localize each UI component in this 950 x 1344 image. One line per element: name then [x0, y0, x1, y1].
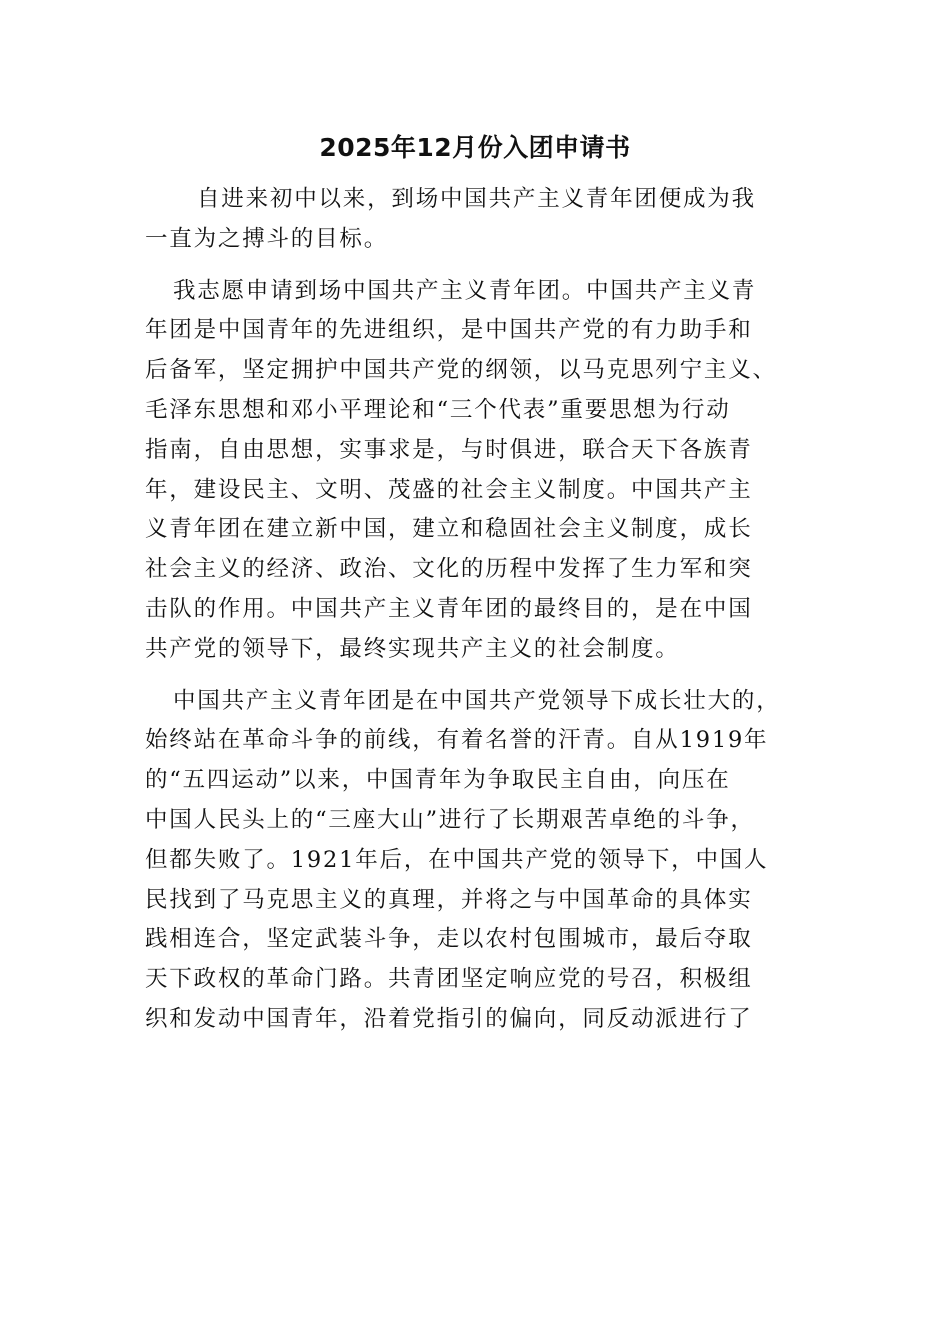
- text-line: 社会主义的经济、政治、文化的历程中发挥了生力军和突: [145, 556, 753, 583]
- text-line: 年，建设民主、文明、茂盛的社会主义制度。中国共产主: [145, 476, 753, 503]
- text-line: 的“五四运动”以来，中国青年为争取民主自由，向压在: [145, 767, 731, 794]
- text-line: 始终站在革命斗争的前线，有着名誉的汗青。自从1919年: [145, 727, 769, 754]
- text-line: 年团是中国青年的先进组织，是中国共产党的有力助手和: [145, 317, 753, 344]
- text-line: 践相连合，坚定武装斗争，走以农村包围城市，最后夺取: [145, 926, 753, 953]
- text-line: 我志愿申请到场中国共产主义青年团。中国共产主义青: [173, 277, 757, 304]
- text-line: 共产党的领导下，最终实现共产主义的社会制度。: [145, 635, 680, 662]
- paragraph-2: [145, 272, 795, 670]
- text-line: 指南，自由思想，实事求是，与时俱进，联合天下各族青: [145, 436, 753, 463]
- text-line: 后备军，坚定拥护中国共产党的纲领，以马克思列宁主义、: [145, 357, 777, 384]
- text-line: 自进来初中以来，到场中国共产主义青年团便成为我: [197, 186, 756, 212]
- text-line: 一直为之搏斗的目标。: [145, 225, 389, 252]
- text-line: 民找到了马克思主义的真理，并将之与中国革命的具体实: [145, 886, 753, 913]
- text-line: 击队的作用。中国共产主义青年团的最终目的，是在中国: [145, 595, 753, 622]
- text-line: 天下政权的革命门路。共青团坚定响应党的号召，积极组: [145, 966, 753, 993]
- paragraph-3: [145, 682, 795, 1040]
- text-line: 毛泽东思想和邓小平理论和“三个代表”重要思想为行动: [145, 396, 731, 423]
- text-line: 但都失败了。1921年后，在中国共产党的领导下，中国人: [145, 846, 769, 873]
- paragraph-1: [145, 180, 795, 260]
- text-line: 中国人民头上的“三座大山”进行了长期艰苦卓绝的斗争，: [145, 806, 755, 833]
- text-line: 中国共产主义青年团是在中国共产党领导下成长壮大的，: [173, 687, 781, 714]
- document-body: [145, 180, 795, 1040]
- text-line: 义青年团在建立新中国，建立和稳固社会主义制度，成长: [145, 516, 753, 543]
- document-title: 2025年12月份入团申请书: [319, 133, 631, 162]
- text-line: 织和发动中国青年，沿着党指引的偏向，同反动派进行了: [145, 1005, 753, 1032]
